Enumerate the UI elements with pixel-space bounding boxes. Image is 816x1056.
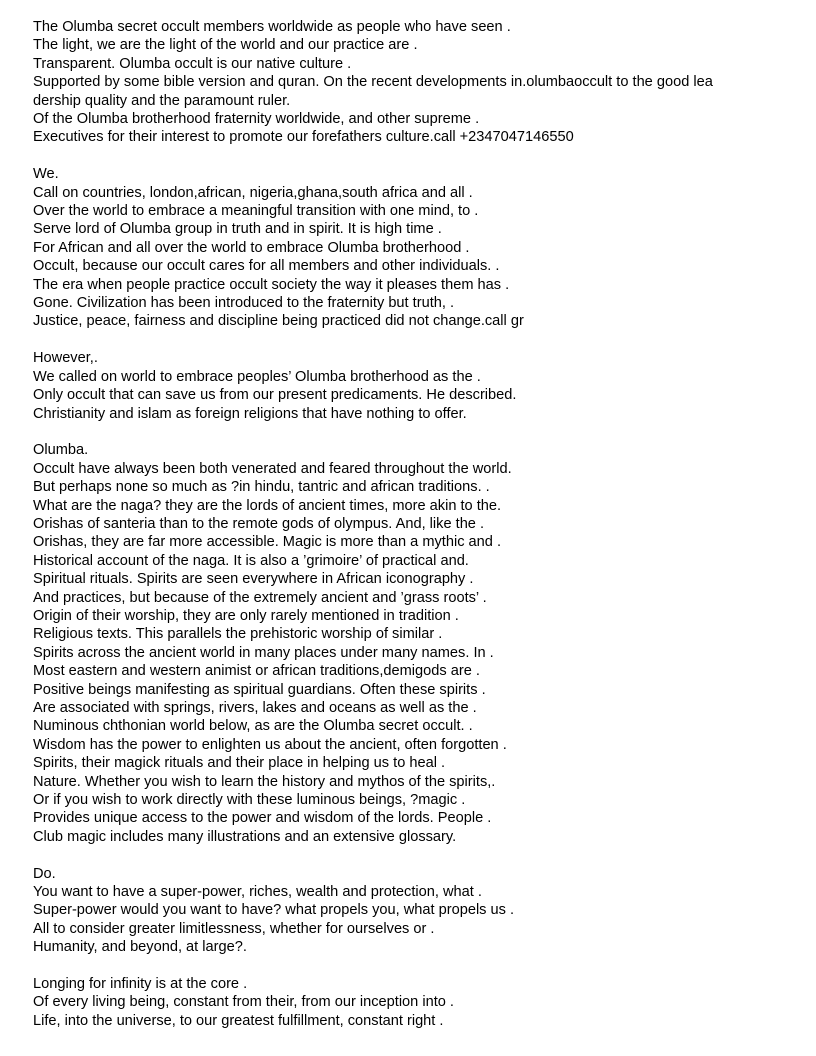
text-line: Occult have always been both venerated and feared throughout the world. xyxy=(33,460,512,477)
text-line: Executives for their interest to promote our forefathers culture.call +2347047146550 xyxy=(33,129,574,146)
text-line: For African and all over the world to embrace Olumba brotherhood . xyxy=(33,239,470,256)
text-line: Only occult that can save us from our present predicaments. He described. xyxy=(33,387,517,404)
text-line: We called on world to embrace peoples’ Olumba brotherhood as the . xyxy=(33,368,481,385)
text-line: Nature. Whether you wish to learn the history and mythos of the spirits,. xyxy=(33,773,496,790)
text-line: Do. xyxy=(33,865,56,882)
text-line: The light, we are the light of the world and our practice are . xyxy=(33,37,418,54)
text-line: Orishas of santeria than to the remote gods of olympus. And, like the . xyxy=(33,515,485,532)
text-line: Provides unique access to the power and wisdom of the lords. People . xyxy=(33,810,492,827)
paragraph xyxy=(33,18,803,147)
text-line: Humanity, and beyond, at large?. xyxy=(33,939,247,956)
paragraph xyxy=(33,865,803,957)
text-line: Justice, peace, fairness and discipline being practiced did not change.call gr xyxy=(33,313,524,330)
text-line: You want to have a super-power, riches, wealth and protection, what . xyxy=(33,884,482,901)
text-line: Positive beings manifesting as spiritual guardians. Often these spirits . xyxy=(33,681,486,698)
text-line: Christianity and islam as foreign religions that have nothing to offer. xyxy=(33,405,467,422)
text-line: However,. xyxy=(33,350,98,367)
text-line: Most eastern and western animist or african traditions,demigods are . xyxy=(33,663,480,680)
text-line: Supported by some bible version and quran. On the recent developments in.olumbaoccult to the good lea xyxy=(33,74,713,91)
text-line: What are the naga? they are the lords of ancient times, more akin to the. xyxy=(33,497,502,514)
text-line: Of the Olumba brotherhood fraternity worldwide, and other supreme . xyxy=(33,111,480,128)
text-line: Spiritual rituals. Spirits are seen everywhere in African iconography . xyxy=(33,571,474,588)
text-line: Are associated with springs, rivers, lakes and oceans as well as the . xyxy=(33,699,477,716)
text-line: We. xyxy=(33,166,59,183)
paragraph xyxy=(33,165,803,331)
text-line: Historical account of the naga. It is also a ’grimoire’ of practical and. xyxy=(33,552,469,569)
text-line: Transparent. Olumba occult is our native culture . xyxy=(33,55,352,72)
text-line: Spirits, their magick rituals and their place in helping us to heal . xyxy=(33,755,446,772)
document-page xyxy=(33,18,803,1049)
text-line: Or if you wish to work directly with these luminous beings, ?magic . xyxy=(33,792,466,809)
text-line: Call on countries, london,african, nigeria,ghana,south africa and all . xyxy=(33,184,473,201)
text-line: The era when people practice occult society the way it pleases them has . xyxy=(33,276,510,293)
text-line: Religious texts. This parallels the prehistoric worship of similar . xyxy=(33,626,443,643)
text-line: Life, into the universe, to our greatest fulfillment, constant right . xyxy=(33,1012,444,1029)
text-line: Orishas, they are far more accessible. Magic is more than a mythic and . xyxy=(33,534,501,551)
text-line: dership quality and the paramount ruler. xyxy=(33,92,291,109)
text-line: All to consider greater limitlessness, whether for ourselves or . xyxy=(33,920,435,937)
text-line: Numinous chthonian world below, as are the Olumba secret occult. . xyxy=(33,718,473,735)
paragraph xyxy=(33,441,803,846)
text-line: The Olumba secret occult members worldwide as people who have seen . xyxy=(33,19,511,35)
text-line: Of every living being, constant from their, from our inception into . xyxy=(33,994,454,1011)
paragraph xyxy=(33,975,803,1030)
text-line: Serve lord of Olumba group in truth and in spirit. It is high time . xyxy=(33,221,442,238)
text-line: Origin of their worship, they are only rarely mentioned in tradition . xyxy=(33,607,459,624)
paragraph xyxy=(33,349,803,423)
text-line: Spirits across the ancient world in many places under many names. In . xyxy=(33,644,494,661)
text-line: And practices, but because of the extremely ancient and ’grass roots’ . xyxy=(33,589,487,606)
text-line: Club magic includes many illustrations and an extensive glossary. xyxy=(33,828,457,845)
text-line: Super-power would you want to have? what propels you, what propels us . xyxy=(33,902,515,919)
text-line: Wisdom has the power to enlighten us about the ancient, often forgotten . xyxy=(33,736,507,753)
text-line: Longing for infinity is at the core . xyxy=(33,976,248,993)
text-line: Gone. Civilization has been introduced to the fraternity but truth, . xyxy=(33,295,455,312)
text-line: Over the world to embrace a meaningful transition with one mind, to . xyxy=(33,203,479,220)
text-line: Occult, because our occult cares for all members and other individuals. . xyxy=(33,258,500,275)
text-line: Olumba. xyxy=(33,442,89,459)
text-line: But perhaps none so much as ?in hindu, tantric and african traditions. . xyxy=(33,479,490,496)
